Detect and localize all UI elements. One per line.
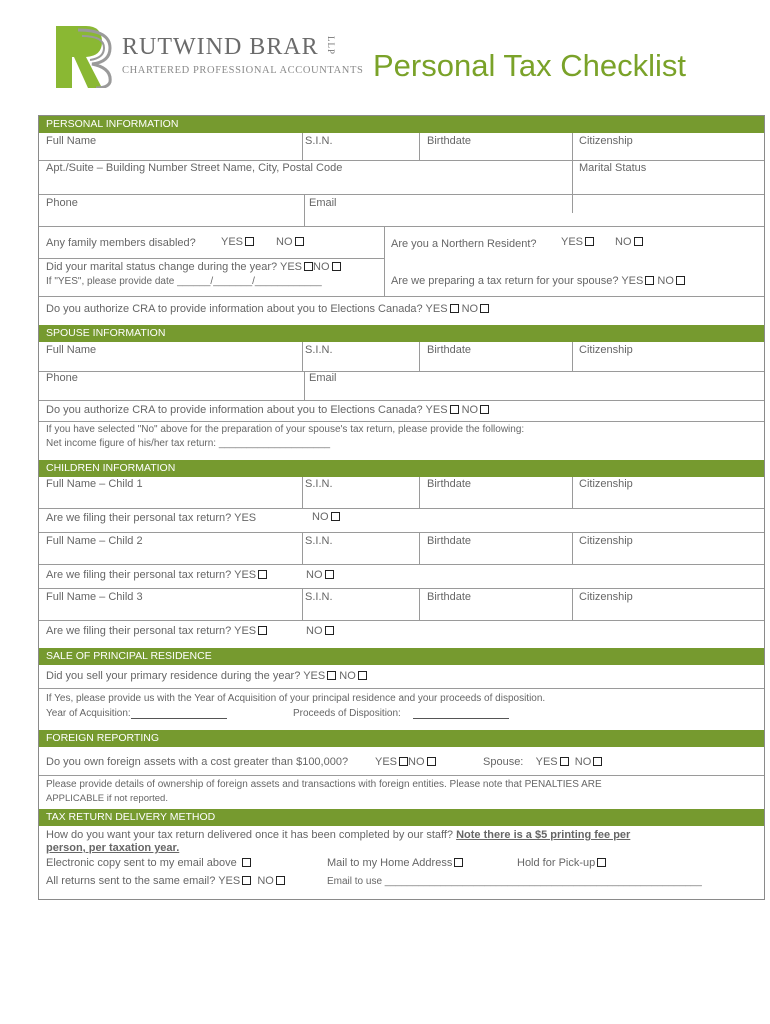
section-tax-return-delivery-method: TAX RETURN DELIVERY METHOD	[39, 809, 764, 826]
checkbox-icon[interactable]	[480, 405, 489, 414]
spouse-email-field[interactable]: Email	[309, 372, 337, 384]
cra-question: Do you authorize CRA to provide information about you to Elections Canada? YES NO	[46, 303, 489, 315]
section-children-information: CHILDREN INFORMATION	[39, 460, 764, 477]
spouse-full-name-field[interactable]: Full Name	[46, 344, 97, 356]
northern-question: Are you a Northern Resident?	[391, 238, 537, 250]
child1-filing-question: Are we filing their personal tax return? YES	[46, 512, 257, 524]
spouse-citizenship-field[interactable]: Citizenship	[579, 344, 633, 356]
checkbox-icon[interactable]	[399, 757, 408, 766]
section-personal-information: PERSONAL INFORMATION	[39, 116, 764, 133]
checkbox-icon[interactable]	[597, 858, 606, 867]
proceeds-of-disposition-field[interactable]: Proceeds of Disposition:	[293, 708, 509, 719]
checkbox-icon[interactable]	[325, 570, 334, 579]
printing-fee-note: Note there is a $5 printing fee per	[456, 829, 631, 841]
disabled-no[interactable]: NO	[276, 236, 304, 248]
residence-if-yes-note: If Yes, please provide us with the Year of Acquisition of your principal residence and your proceeds of disposition.	[46, 693, 546, 704]
checkbox-icon[interactable]	[245, 237, 254, 246]
child1-name-field[interactable]: Full Name – Child 1	[46, 478, 143, 490]
checkbox-icon[interactable]	[645, 276, 654, 285]
checkbox-icon[interactable]	[450, 405, 459, 414]
disabled-question: Any family members disabled?	[46, 237, 196, 249]
spouse-no-note: If you have selected "No" above for the preparation of your spouse's tax return, please provide the following:	[46, 424, 525, 435]
spouse-birthdate-field[interactable]: Birthdate	[427, 344, 472, 356]
marital-change-date[interactable]: If "YES", please provide date ______/_______/____________	[46, 276, 322, 287]
checkbox-icon[interactable]	[585, 237, 594, 246]
spouse-cra-question: Do you authorize CRA to provide information about you to Elections Canada? YES NO	[46, 404, 489, 416]
child3-birthdate-field[interactable]: Birthdate	[427, 591, 472, 603]
section-foreign-reporting: FOREIGN REPORTING	[39, 730, 764, 747]
checkbox-icon[interactable]	[331, 512, 340, 521]
child3-no[interactable]: NO	[306, 625, 334, 637]
residence-sell-question: Did you sell your primary residence during the year? YES NO	[46, 670, 367, 682]
checkbox-icon[interactable]	[676, 276, 685, 285]
child2-name-field[interactable]: Full Name – Child 2	[46, 535, 143, 547]
spouse-sin-field[interactable]: S.I.N.	[305, 344, 333, 356]
child1-sin-field[interactable]: S.I.N.	[305, 478, 333, 490]
citizenship-field[interactable]: Citizenship	[579, 135, 633, 147]
year-of-acquisition-field[interactable]: Year of Acquisition:	[46, 708, 227, 719]
child3-filing-question: Are we filing their personal tax return? YES	[46, 625, 267, 637]
delivery-pickup-option[interactable]: Hold for Pick-up	[517, 857, 606, 869]
checkbox-icon[interactable]	[242, 876, 251, 885]
section-sale-of-principal-residence: SALE OF PRINCIPAL RESIDENCE	[39, 648, 764, 665]
delivery-mail-option[interactable]: Mail to my Home Address	[327, 857, 463, 869]
full-name-field[interactable]: Full Name	[46, 135, 97, 147]
checkbox-icon[interactable]	[480, 304, 489, 313]
child1-birthdate-field[interactable]: Birthdate	[427, 478, 472, 490]
birthdate-field[interactable]: Birthdate	[427, 135, 472, 147]
checkbox-icon[interactable]	[325, 626, 334, 635]
spouse-prep-question: Are we preparing a tax return for your spouse? YES NO	[391, 275, 685, 287]
email-field[interactable]: Email	[309, 197, 337, 209]
checkbox-icon[interactable]	[304, 262, 313, 271]
northern-yes[interactable]: YES	[561, 236, 594, 248]
child1-citizenship-field[interactable]: Citizenship	[579, 478, 633, 490]
foreign-details-note-1: Please provide details of ownership of foreign assets and transactions with foreign entities. Please note that PENALTIES ARE	[46, 779, 602, 790]
checkbox-icon[interactable]	[258, 626, 267, 635]
checkbox-icon[interactable]	[295, 237, 304, 246]
brand-name: RUTWIND BRAR	[122, 34, 319, 60]
spouse-net-income[interactable]: Net income figure of his/her tax return: ____________________	[46, 438, 331, 449]
email-to-use-field[interactable]: Email to use _________________________________________________________	[327, 876, 702, 887]
checkbox-icon[interactable]	[332, 262, 341, 271]
foreign-spouse-yes-no[interactable]: Spouse: YES NO	[483, 756, 602, 768]
checkbox-icon[interactable]	[634, 237, 643, 246]
sin-field[interactable]: S.I.N.	[305, 135, 333, 147]
child2-birthdate-field[interactable]: Birthdate	[427, 535, 472, 547]
child1-yes[interactable]	[282, 511, 293, 523]
brand-llp: LLP	[326, 36, 336, 56]
child2-sin-field[interactable]: S.I.N.	[305, 535, 333, 547]
checkbox-icon[interactable]	[593, 757, 602, 766]
disabled-yes[interactable]: YES	[221, 236, 254, 248]
child2-no[interactable]: NO	[306, 569, 334, 581]
checkbox-icon[interactable]	[450, 304, 459, 313]
delivery-electronic-option[interactable]: Electronic copy sent to my email above	[46, 857, 251, 869]
child3-citizenship-field[interactable]: Citizenship	[579, 591, 633, 603]
checkbox-icon[interactable]	[427, 757, 436, 766]
foreign-details-note-2: APPLICABLE if not reported.	[46, 793, 168, 804]
foreign-assets-yes-no[interactable]: YES NO	[375, 756, 436, 768]
checkbox-icon[interactable]	[327, 671, 336, 680]
printing-fee-note-2: person, per taxation year.	[46, 842, 180, 854]
child3-sin-field[interactable]: S.I.N.	[305, 591, 333, 603]
child2-filing-question: Are we filing their personal tax return? YES	[46, 569, 267, 581]
marital-change-question: Did your marital status change during the year? YES NO	[46, 261, 341, 273]
section-spouse-information: SPOUSE INFORMATION	[39, 325, 764, 342]
marital-status-field[interactable]: Marital Status	[579, 162, 647, 174]
tax-checklist-form	[38, 115, 765, 900]
checkbox-icon[interactable]	[358, 671, 367, 680]
foreign-assets-question: Do you own foreign assets with a cost greater than $100,000?	[46, 756, 349, 768]
firm-logo	[56, 26, 112, 88]
child1-no[interactable]: NO	[312, 511, 340, 523]
northern-no[interactable]: NO	[615, 236, 643, 248]
child2-citizenship-field[interactable]: Citizenship	[579, 535, 633, 547]
brand-subtitle: CHARTERED PROFESSIONAL ACCOUNTANTS	[122, 65, 364, 76]
checkbox-icon[interactable]	[258, 570, 267, 579]
checkbox-icon[interactable]	[276, 876, 285, 885]
spouse-phone-field[interactable]: Phone	[46, 372, 78, 384]
address-field[interactable]: Apt./Suite – Building Number Street Name, City, Postal Code	[46, 162, 343, 174]
phone-field[interactable]: Phone	[46, 197, 78, 209]
child3-name-field[interactable]: Full Name – Child 3	[46, 591, 143, 603]
checkbox-icon[interactable]	[242, 858, 251, 867]
delivery-question: How do you want your tax return delivered once it has been completed by our staff? Note there is a $5 printing fee per	[46, 829, 631, 841]
document-title: Personal Tax Checklist	[373, 48, 687, 83]
checkbox-icon[interactable]	[454, 858, 463, 867]
checkbox-icon[interactable]	[560, 757, 569, 766]
same-email-question: All returns sent to the same email? YES NO	[46, 875, 285, 887]
